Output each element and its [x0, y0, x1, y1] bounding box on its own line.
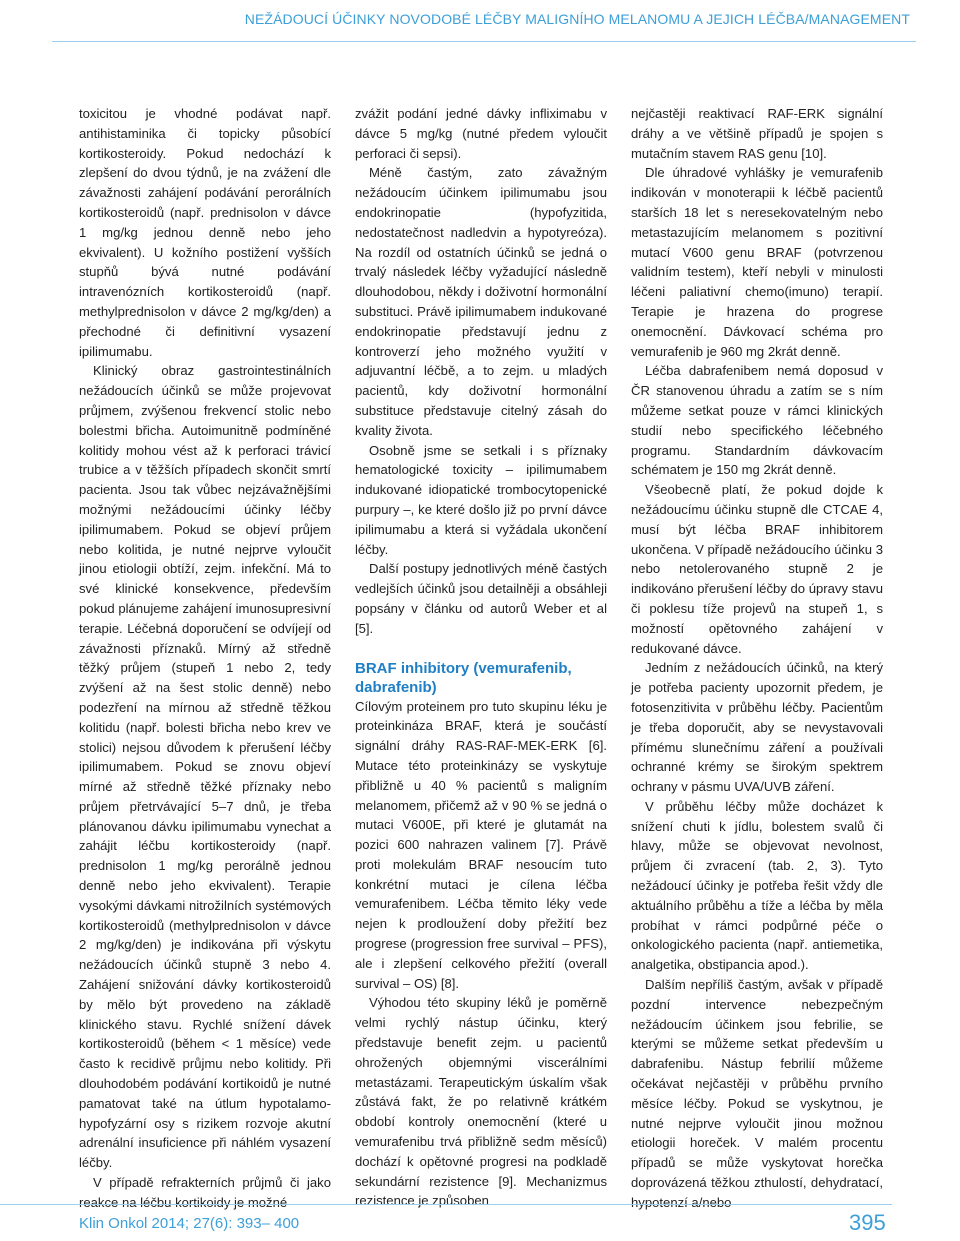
footer-divider — [0, 1204, 892, 1205]
paragraph: V průběhu léčby může docházet k snížení chuti k jídlu, bolestem svalů či hlavy, může se objevovat nevolnost, průjem či zvracení (tab. 2, 3). Tyto nežádoucí účinky je potřeba řešit vždy dle aktuálního průběhu a tíže a léčba by měla probíhat v rámci podpůrné péče o onkologického pacienta (např. antiemetika, analgetika, obstipancia apod.). — [631, 798, 883, 973]
section-heading: BRAF inhibitory (vemurafenib, dabrafenib) — [355, 659, 572, 696]
paragraph: Cílovým proteinem pro tuto skupinu léku je proteinkináza BRAF, která je součástí signální dráhy RAS-RAF-MEK-ERK [6]. Mutace této proteinkinázy se vyskytuje přibližně u 40 % pacientů s maligním melanomem, přičemž až v 90 % se jedná o mutaci V600E, při které je glutamát na pozici 600 nahrazen valinem [7]. Právě proti molekulám BRAF nesoucím tuto konkrétní mutaci je cílena léčba vemurafenibem. Léčba těmito léky vede nejen k prodloužení doby přežití bez progrese (progression free survival – PFS), ale i zlepšení celkového přežití (overall survival – OS) [8]. — [355, 698, 607, 991]
paragraph: V případě refrakterních průjmů či jako reakce na léčbu kortikoidy je možné — [79, 1175, 331, 1210]
paragraph: Výhodou této skupiny léků je poměrně velmi rychlý nástup účinku, který představuje benefit zejm. u pacientů ohrožených objemnými viscerálními metastázami. Terapeutickým úskalím však zůstává fakt, že po relativně krátkém období kontroly onemocnění (které u vemurafenibu trvá přibližně sedm měsíců) dochází k opětovné progresi na podkladě sekundární rezistence [9]. Mechanizmus rezistence je způsoben — [355, 995, 607, 1209]
header-divider — [52, 41, 916, 42]
paragraph: nejčastěji reaktivací RAF-ERK signální dráhy a ve většině případů je spojen s mutačním stavem RAS genu [10]. — [631, 106, 883, 161]
text-column-3 — [631, 104, 883, 1213]
paragraph: Dalším nepříliš častým, avšak v případě pozdní intervence nebezpečným nežádoucím účinkem jsou febrilie, se kterými se můžeme setkat především u dabrafenibu. Nástup febrilií můžeme očekávat nejčastěji v průběhu prvního měsíce léčby. Pokud se vyskytnou, je nutné nejprve vyloučit jinou možnou etiologii horeček. V malém procentu případů se může vyskytovat horečka doprovázená těžkou zthulostí, dehydratací, hypotenzí a/nebo — [631, 977, 883, 1210]
text-column-2 — [355, 104, 607, 1211]
paragraph: zvážit podání jedné dávky infliximabu v dávce 5 mg/kg (nutné předem vyloučit perforaci či sepsi). — [355, 106, 607, 161]
journal-citation: Klin Onkol 2014; 27(6): 393– 400 — [79, 1215, 300, 1232]
paragraph: Jedním z nežádoucích účinků, na který je potřeba pacienty upozornit předem, je fotosenzitivita v průběhu léčby. Pacientům je třeba doporučit, aby se nevystavovali přímému slunečnímu záření a používali ochranné krémy se širokým spektrem ochrany v pásmu UVA/UVB záření. — [631, 660, 883, 795]
running-header: NEŽÁDOUCÍ ÚČINKY NOVODOBÉ LÉČBY MALIGNÍHO MELANOMU A JEJICH LÉČBA/MANAGEMENT — [244, 11, 910, 27]
paragraph: toxicitou je vhodné podávat např. antihistaminika či topicky působící kortikosteroidy. Pokud nedochází k zlepšení do dvou týdnů, je na zvážení dle závažnosti zahájení podávání perorálních kortikosteroidů (např. prednisolon v dávce 1 mg/kg jednou denně nebo jeho ekvivalent). U kožního postižení vyšších stupňů bývá nutné podávání intravenózních kortikosteroidů (např. methylprednisolon v dávce 2 mg/kg/den) a přechodné či definitivní vysazení ipilimumabu. — [79, 106, 331, 359]
page-number: 395 — [849, 1210, 886, 1235]
paragraph: Všeobecně platí, že pokud dojde k nežádoucímu účinku stupně dle CTCAE 4, musí být léčba BRAF inhibitorem ukončena. V případě nežádoucího účinku 3 nebo netolerovaného stupně 2 je indikováno přerušení léčby do úpravy stavu či poklesu tíže projevů na stupeň 1, s možností opětovného zahájení v redukované dávce. — [631, 482, 883, 656]
text-column-1 — [79, 104, 331, 1213]
paragraph: Další postupy jednotlivých méně častých vedlejších účinků jsou detailněji a obsáhleji popsány v článku od autorů Weber et al [5]. — [355, 561, 607, 636]
paragraph: Dle úhradové vyhlášky je vemurafenib indikován v monoterapii k léčbě pacientů starších 18 let s neresekovatelným nebo metastazujícím melanomem s pozitivní mutací V600 genu BRAF (potvrzenou validním testem), kteří nebyli v minulosti léčeni paliativní chemo(imuno) terapií. Terapie je hrazena do progrese onemocnění. Dávkovací schéma pro vemurafenib je 960 mg 2krát denně. — [631, 165, 883, 359]
paragraph: Léčba dabrafenibem nemá doposud v ČR stanovenou úhradu a zatím se s ním můžeme setkat pouze v rámci klinických studií nebo specifického léčebného programu. Standardním dávkovacím schématem je 150 mg 2krát denně. — [631, 363, 883, 478]
paragraph: Osobně jsme se setkali i s příznaky hematologické toxicity – ipilimumabem indukované idiopatické trombocytopenické purpury –, ke které došlo již po první dávce ipilimumabu a která si vyžádala ukončení léčby. — [355, 442, 607, 557]
paragraph: Klinický obraz gastrointestinálních nežádoucích účinků se může projevovat průjmem, zvýšenou frekvencí stolic nebo bolestmi břicha. Autoimunitně podmíněné kolitidy mohou vést až k perforaci trávicí trubice a v těžších případech skončit smrtí pacienta. Jsou tak vůbec nejzávažnějšími možnými nežádoucími účinky léčby ipilimumabem. Pokud se objeví průjem nebo kolitida, je nutné nejprve vyloučit jinou etiologii obtíží, zejm. infekční. Má to své klinické konsekvence, především pokud plánujeme zahájení imunosupresivní terapie. Léčebná doporučení se odvíjejí od závažnosti příznaků. Mírný až středně těžký průjem (stupeň 1 nebo 2, tedy zvýšení až na šest stolic denně) nebo podezření na mírnou až středně těžkou kolitidu (např. bolesti břicha nebo krev ve stolici) nejsou důvodem k přerušení léčby ipilimumabem. Pokud se znovu objeví mírné až středně těžké příznaky nebo průjem přetrvávající 5–7 dnů, je třeba plánovanou dávku ipilimumabu vynechat a zahájit léčbu kortikosteroidy (např. prednisolon 1 mg/kg perorálně jednou denně nebo jeho ekvivalent). Terapie vysokými dávkami nitrožilních systémových kortikosteroidů (methylprednisolon v dávce 2 mg/kg/den) je indikována při výskytu nežádoucích účinků stupně 3 nebo 4. Zahájení snižování dávky kortikosteroidů by mělo být provedeno na základě klinického stavu. Rychlé snížení dávek kortikosteroidů (během < 1 měsíce) vede často k recidivě průjmu nebo kolitidy. Při dlouhodobém podávání kortikoidů je nutné pamatovat také na útlum hypotalamo-hypofyzární osy s rizikem rozvoje akutní adrenální insuficience při náhlém vysazení léčby. — [79, 363, 331, 1171]
paragraph: Méně častým, zato závažným nežádoucím účinkem ipilimumabu jsou endokrinopatie (hypofyzitida, nedostatečnost nadledvin a hypotyreóza). Na rozdíl od ostatních účinků se jedná o trvalý následek léčby vyžadující následně dlouhodobou, někdy i doživotní hormonální substituci. Právě ipilimumabem indukované endokrinopatie představují jednu z kontroverzí jeho možného využití v adjuvantní léčbě, a to zejm. u mladých pacientů, kdy doživotní hormonální substituce představuje citelný zásah do kvality života. — [355, 165, 607, 438]
